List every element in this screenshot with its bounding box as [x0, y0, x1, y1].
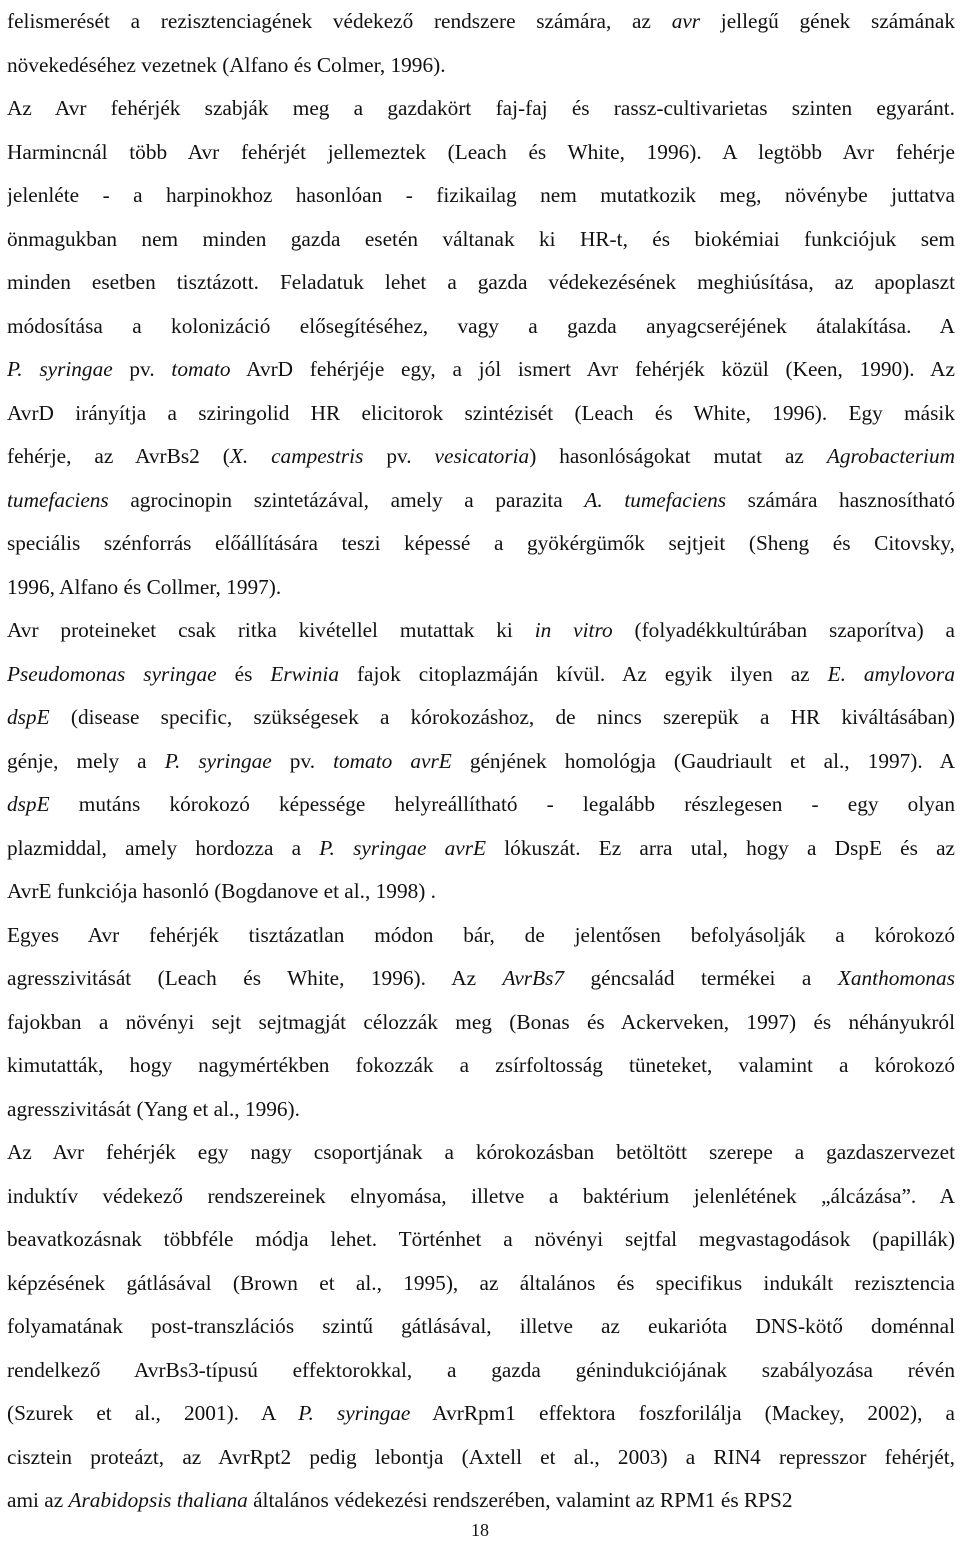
text-segment: mutáns kórokozó képessége helyreállítható - legalább részlegesen - egy olyan — [49, 792, 955, 816]
text-segment: agresszivitását (Leach és White, 1996). Az — [7, 966, 503, 990]
text-segment: speciális szénforrás előállítására teszi képessé a gyökérgümők sejtjeit (Sheng és Citovsky, — [7, 531, 955, 555]
paragraph — [7, 0, 955, 87]
page-number: 18 — [471, 1520, 489, 1540]
text-segment: AvrD irányítja a sziringolid HR elicitorok szintézisét (Leach és White, 1996). Egy másik — [7, 400, 955, 425]
text-line — [7, 1479, 955, 1523]
text-segment: Az Avr fehérjék szabják meg a gazdakört faj-faj és rassz-cultivarietas szinten egyaránt. — [7, 96, 955, 120]
text-segment: pv. — [271, 748, 334, 773]
text-segment: 1996, Alfano és Collmer, 1997). — [7, 574, 282, 599]
italic-text: Xanthomonas — [837, 966, 955, 990]
text-segment: fajok citoplazmáján kívül. Az egyik ilyen az — [338, 661, 828, 686]
text-segment: Egyes Avr fehérjék tisztázatlan módon bár, de jelentősen befolyásolják a kórokozó — [7, 922, 955, 947]
text-line — [7, 957, 955, 1001]
text-line — [7, 827, 955, 871]
text-segment: (folyadékkultúrában szaporítva) a — [612, 618, 955, 642]
text-line — [7, 1175, 955, 1219]
text-line — [7, 348, 955, 392]
text-line — [7, 653, 955, 697]
text-line — [7, 479, 955, 523]
text-segment: plazmiddal, amely hordozza a — [7, 835, 320, 860]
text-segment: és — [216, 661, 271, 686]
text-segment: agresszivitását (Yang et al., 1996). — [7, 1096, 300, 1121]
text-segment: lókuszát. Ez arra utal, hogy a DspE és az — [486, 835, 955, 860]
text-segment: kimutatták, hogy nagymértékben fokozzák a zsírfoltosság tüneteket, valamint a kórokozó — [7, 1053, 955, 1077]
text-segment: (disease specific, szükségesek a kórokozáshoz, de nincs szerepük a HR kiváltásában) — [49, 705, 955, 729]
italic-text: tomato avrE — [333, 748, 452, 773]
text-segment: folyamatának post-transzlációs szintű gátlásával, illetve az eukarióta DNS-kötő doménnal — [7, 1314, 955, 1338]
text-line — [7, 1131, 955, 1175]
italic-text: Arabidopsis thaliana — [68, 1488, 248, 1512]
text-line — [7, 1044, 955, 1088]
italic-text: P. syringae — [164, 748, 272, 773]
text-line — [7, 1088, 955, 1132]
text-segment: (Szurek et al., 2001). A — [7, 1401, 299, 1425]
text-segment: Avr proteineket csak ritka kivétellel mutattak ki — [7, 618, 535, 642]
text-segment: rendelkező AvrBs3-típusú effektorokkal, a gazda génindukciójának szabályozása révén — [7, 1357, 955, 1382]
text-segment: ami az — [7, 1488, 69, 1512]
text-segment: képzésének gátlásával (Brown et al., 1995), az általános és specifikus indukált rezisztencia — [7, 1270, 955, 1295]
text-line — [7, 1392, 955, 1436]
text-segment: jelenléte - a harpinokhoz hasonlóan - fizikailag nem mutatkozik meg, növénybe juttatva — [7, 183, 955, 207]
text-line — [7, 609, 955, 653]
document-page — [7, 0, 955, 1523]
text-segment: módosítása a kolonizáció elősegítéséhez, vagy a gazda anyagcseréjének átalakítása. A — [7, 313, 955, 338]
text-line — [7, 566, 955, 610]
text-segment: önmagukban nem minden gazda esetén váltanak ki HR-t, és biokémiai funkciójuk sem — [7, 226, 955, 251]
paragraph — [7, 914, 955, 1132]
italic-text: dspE — [7, 705, 50, 729]
text-line — [7, 44, 955, 88]
italic-text: Pseudomonas syringae — [7, 661, 217, 686]
body-text — [7, 0, 955, 1523]
text-segment: génje, mely a — [7, 748, 165, 773]
text-line — [7, 1305, 955, 1349]
text-line — [7, 1218, 955, 1262]
italic-text: tomato — [171, 357, 231, 381]
text-segment: felismerését a rezisztenciagének védekező rendszere számára, az — [7, 9, 672, 33]
text-segment: cisztein proteázt, az AvrRpt2 pedig lebontja (Axtell et al., 2003) a RIN4 represszor fehérjét, — [7, 1444, 955, 1469]
text-line — [7, 218, 955, 262]
text-line — [7, 305, 955, 349]
text-segment: fehérje, az AvrBs2 ( — [7, 444, 230, 468]
text-line — [7, 0, 955, 44]
text-segment: Az Avr fehérjék egy nagy csoportjának a kórokozásban betöltött szerepe a gazdaszervezet — [7, 1140, 955, 1164]
text-line — [7, 914, 955, 958]
text-line — [7, 1262, 955, 1306]
text-segment: géncsalád termékei a — [564, 966, 838, 990]
italic-text: X. campestris — [229, 444, 364, 468]
paragraph — [7, 609, 955, 914]
italic-text: A. tumefaciens — [584, 487, 727, 512]
italic-text: P. syringae — [298, 1401, 411, 1425]
text-segment: fajokban a növényi sejt sejtmagját célozzák meg (Bonas és Ackerveken, 1997) és néhányukról — [7, 1009, 955, 1034]
italic-text: Agrobacterium — [826, 444, 955, 468]
italic-text: vesicatoria — [434, 444, 530, 468]
text-line — [7, 740, 955, 784]
text-line — [7, 1001, 955, 1045]
text-line — [7, 522, 955, 566]
italic-text: in vitro — [534, 618, 613, 642]
text-segment: AvrE funkciója hasonló (Bogdanove et al., 1998) . — [7, 879, 436, 903]
text-line — [7, 131, 955, 175]
text-segment: AvrD fehérjéje egy, a jól ismert Avr fehérjék közül (Keen, 1990). Az — [230, 357, 955, 381]
italic-text: avr — [671, 9, 701, 33]
italic-text: P. syringae — [7, 357, 113, 381]
text-segment: beavatkozásnak többféle módja lehet. Történhet a növényi sejtfal megvastagodások (papillák) — [7, 1227, 955, 1251]
text-line — [7, 783, 955, 827]
paragraph — [7, 1131, 955, 1523]
text-segment: növekedéséhez vezetnek (Alfano és Colmer, 1996). — [7, 52, 446, 77]
text-line — [7, 435, 955, 479]
text-segment: jellegű gének számának — [700, 9, 955, 33]
text-segment: Harmincnál több Avr fehérjét jellemeztek (Leach és White, 1996). A legtöbb Avr fehérje — [7, 139, 955, 164]
text-segment: ) hasonlóságokat mutat az — [529, 444, 827, 468]
text-segment: induktív védekező rendszereinek elnyomása, illetve a baktérium jelenlétének „álcázása”. A — [7, 1183, 955, 1208]
text-segment: pv. — [112, 357, 172, 381]
text-line — [7, 1436, 955, 1480]
text-line — [7, 1349, 955, 1393]
text-segment: agrocinopin szintetázával, amely a parazita — [108, 487, 585, 512]
text-segment: számára hasznosítható — [726, 487, 955, 512]
italic-text: tumefaciens — [7, 487, 109, 512]
text-segment: AvrRpm1 effektora foszforilálja (Mackey, 2002), a — [410, 1401, 955, 1425]
text-segment: pv. — [363, 444, 435, 468]
text-line — [7, 870, 955, 914]
italic-text: dspE — [7, 792, 50, 816]
italic-text: P. syringae avrE — [319, 835, 487, 860]
text-segment: génjének homológja (Gaudriault et al., 1997). A — [451, 748, 955, 773]
italic-text: Erwinia — [270, 661, 339, 686]
text-segment: minden esetben tisztázott. Feladatuk lehet a gazda védekezésének meghiúsítása, az apoplaszt — [7, 270, 955, 294]
paragraph — [7, 87, 955, 609]
text-line — [7, 392, 955, 436]
italic-text: E. amylovora — [827, 661, 955, 686]
text-line — [7, 174, 955, 218]
text-line — [7, 261, 955, 305]
italic-text: AvrBs7 — [502, 966, 565, 990]
text-segment: általános védekezési rendszerében, valamint az RPM1 és RPS2 — [247, 1488, 793, 1512]
text-line — [7, 696, 955, 740]
text-line — [7, 87, 955, 131]
